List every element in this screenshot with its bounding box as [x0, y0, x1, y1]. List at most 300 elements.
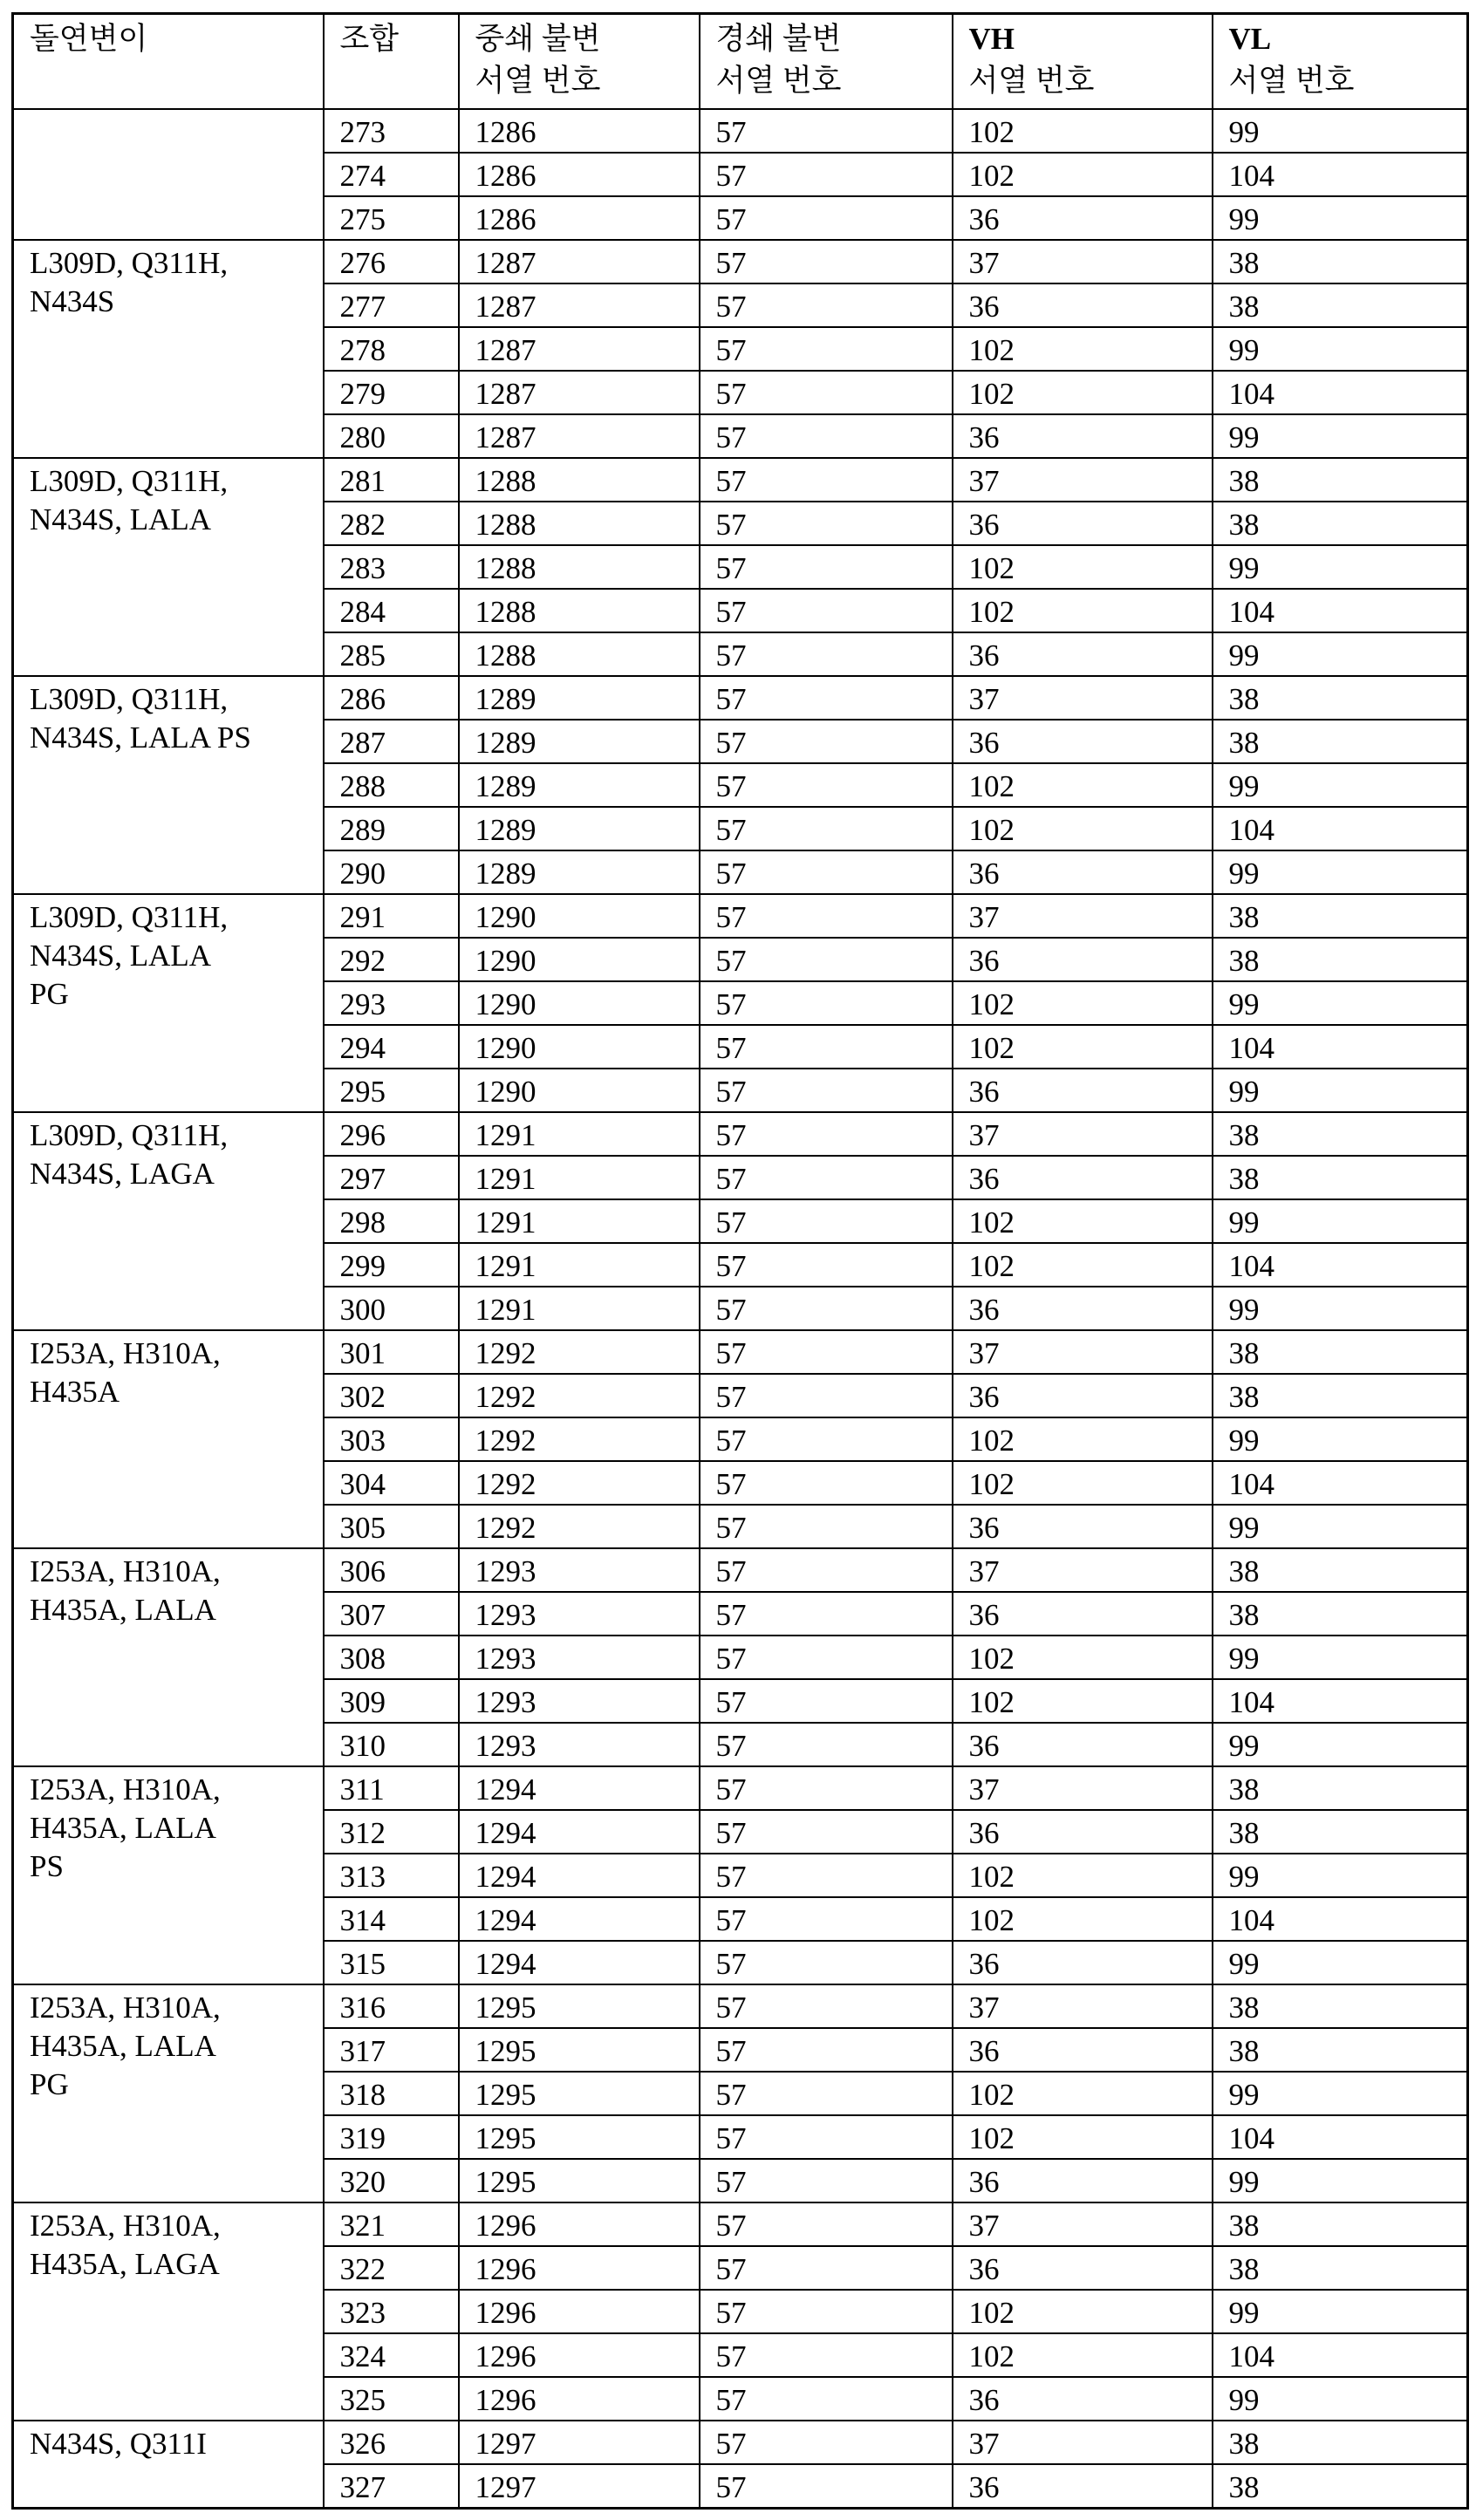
- vh-cell: 36: [953, 2159, 1213, 2202]
- heavy-chain-cell: 1294: [459, 1941, 700, 1984]
- heavy-chain-cell: 1286: [459, 196, 700, 240]
- light-chain-cell: 57: [700, 720, 953, 763]
- heavy-chain-cell: 1290: [459, 1025, 700, 1069]
- light-chain-cell: 57: [700, 589, 953, 632]
- vh-cell: 36: [953, 2028, 1213, 2072]
- combination-cell: 315: [324, 1941, 459, 1984]
- combination-cell: 285: [324, 632, 459, 676]
- vl-cell: 38: [1213, 1548, 1468, 1592]
- combination-cell: 281: [324, 458, 459, 502]
- header-light-chain-constant-seq-id: 경쇄 불변 서열 번호: [700, 14, 953, 110]
- vh-cell: 36: [953, 283, 1213, 327]
- light-chain-cell: 57: [700, 2464, 953, 2509]
- vl-cell: 38: [1213, 1766, 1468, 1810]
- table-row: [13, 458, 1468, 502]
- vl-cell: 38: [1213, 1374, 1468, 1417]
- light-chain-cell: 57: [700, 981, 953, 1025]
- combination-cell: 284: [324, 589, 459, 632]
- combination-cell: 280: [324, 414, 459, 458]
- heavy-chain-cell: 1287: [459, 414, 700, 458]
- light-chain-cell: 57: [700, 2202, 953, 2246]
- light-chain-cell: 57: [700, 1374, 953, 1417]
- mutation-cell: I253A, H310A, H435A, LALA PG: [13, 1984, 324, 2202]
- light-chain-cell: 57: [700, 763, 953, 807]
- vh-cell: 102: [953, 1243, 1213, 1287]
- light-chain-cell: 57: [700, 2377, 953, 2421]
- combination-cell: 316: [324, 1984, 459, 2028]
- combination-cell: 297: [324, 1156, 459, 1199]
- table-body: [13, 109, 1468, 2509]
- light-chain-cell: 57: [700, 1984, 953, 2028]
- heavy-chain-cell: 1291: [459, 1243, 700, 1287]
- vh-cell: 102: [953, 153, 1213, 196]
- vl-cell: 38: [1213, 2202, 1468, 2246]
- combination-cell: 325: [324, 2377, 459, 2421]
- light-chain-cell: 57: [700, 414, 953, 458]
- vl-cell: 99: [1213, 1941, 1468, 1984]
- vl-cell: 99: [1213, 632, 1468, 676]
- vh-cell: 37: [953, 1330, 1213, 1374]
- vh-cell: 102: [953, 2290, 1213, 2333]
- header-mutation: 돌연변이: [13, 14, 324, 110]
- combination-cell: 320: [324, 2159, 459, 2202]
- light-chain-cell: 57: [700, 1069, 953, 1112]
- light-chain-cell: 57: [700, 1548, 953, 1592]
- vl-cell: 104: [1213, 1461, 1468, 1505]
- combination-cell: 307: [324, 1592, 459, 1636]
- header-vl-sub: 서열 번호: [1229, 64, 1355, 98]
- heavy-chain-cell: 1292: [459, 1330, 700, 1374]
- heavy-chain-cell: 1287: [459, 240, 700, 283]
- table-row: [13, 1112, 1468, 1156]
- vh-cell: 36: [953, 720, 1213, 763]
- vh-cell: 36: [953, 632, 1213, 676]
- light-chain-cell: 57: [700, 1766, 953, 1810]
- combination-cell: 282: [324, 502, 459, 545]
- vl-cell: 99: [1213, 414, 1468, 458]
- heavy-chain-cell: 1293: [459, 1723, 700, 1766]
- light-chain-cell: 57: [700, 1854, 953, 1897]
- vl-cell: 38: [1213, 1984, 1468, 2028]
- heavy-chain-cell: 1292: [459, 1417, 700, 1461]
- vh-cell: 36: [953, 1723, 1213, 1766]
- light-chain-cell: 57: [700, 1461, 953, 1505]
- vl-cell: 38: [1213, 2246, 1468, 2290]
- vh-cell: 102: [953, 109, 1213, 153]
- vh-cell: 37: [953, 2202, 1213, 2246]
- heavy-chain-cell: 1295: [459, 2072, 700, 2115]
- mutation-cell: I253A, H310A, H435A: [13, 1330, 324, 1548]
- light-chain-cell: 57: [700, 2290, 953, 2333]
- light-chain-cell: 57: [700, 1417, 953, 1461]
- vh-cell: 102: [953, 2333, 1213, 2377]
- heavy-chain-cell: 1288: [459, 632, 700, 676]
- light-chain-cell: 57: [700, 2115, 953, 2159]
- header-vh-sub: 서열 번호: [969, 64, 1095, 98]
- light-chain-cell: 57: [700, 1199, 953, 1243]
- light-chain-cell: 57: [700, 1941, 953, 1984]
- vh-cell: 37: [953, 458, 1213, 502]
- light-chain-cell: 57: [700, 327, 953, 371]
- vl-cell: 38: [1213, 502, 1468, 545]
- heavy-chain-cell: 1291: [459, 1287, 700, 1330]
- combination-cell: 317: [324, 2028, 459, 2072]
- combination-cell: 311: [324, 1766, 459, 1810]
- vl-cell: 99: [1213, 763, 1468, 807]
- vl-cell: 99: [1213, 1854, 1468, 1897]
- combination-cell: 277: [324, 283, 459, 327]
- heavy-chain-cell: 1289: [459, 763, 700, 807]
- heavy-chain-cell: 1295: [459, 2115, 700, 2159]
- combination-cell: 299: [324, 1243, 459, 1287]
- combination-cell: 312: [324, 1810, 459, 1854]
- light-chain-cell: 57: [700, 545, 953, 589]
- vh-cell: 37: [953, 1984, 1213, 2028]
- vh-cell: 36: [953, 196, 1213, 240]
- table-row: [13, 240, 1468, 283]
- vl-cell: 99: [1213, 2072, 1468, 2115]
- combination-cell: 309: [324, 1679, 459, 1723]
- heavy-chain-cell: 1294: [459, 1854, 700, 1897]
- combination-cell: 313: [324, 1854, 459, 1897]
- vl-cell: 38: [1213, 240, 1468, 283]
- vh-cell: 36: [953, 1156, 1213, 1199]
- light-chain-cell: 57: [700, 1810, 953, 1854]
- header-combination: 조합: [324, 14, 459, 110]
- heavy-chain-cell: 1290: [459, 981, 700, 1025]
- light-chain-cell: 57: [700, 2028, 953, 2072]
- heavy-chain-cell: 1289: [459, 676, 700, 720]
- heavy-chain-cell: 1296: [459, 2202, 700, 2246]
- vh-cell: 102: [953, 981, 1213, 1025]
- combination-cell: 300: [324, 1287, 459, 1330]
- combination-cell: 294: [324, 1025, 459, 1069]
- heavy-chain-cell: 1287: [459, 371, 700, 414]
- light-chain-cell: 57: [700, 1723, 953, 1766]
- vl-cell: 38: [1213, 283, 1468, 327]
- mutation-cell: L309D, Q311H, N434S, LAGA: [13, 1112, 324, 1330]
- vh-cell: 37: [953, 2421, 1213, 2464]
- light-chain-cell: 57: [700, 938, 953, 981]
- vh-cell: 36: [953, 2377, 1213, 2421]
- heavy-chain-cell: 1297: [459, 2464, 700, 2509]
- vh-cell: 102: [953, 2115, 1213, 2159]
- vh-cell: 102: [953, 1897, 1213, 1941]
- vl-cell: 104: [1213, 2333, 1468, 2377]
- heavy-chain-cell: 1291: [459, 1199, 700, 1243]
- header-vl-seq-id: [1213, 14, 1468, 110]
- light-chain-cell: 57: [700, 1679, 953, 1723]
- heavy-chain-cell: 1289: [459, 807, 700, 850]
- heavy-chain-cell: 1286: [459, 153, 700, 196]
- heavy-chain-cell: 1293: [459, 1679, 700, 1723]
- vh-cell: 37: [953, 894, 1213, 938]
- combination-cell: 291: [324, 894, 459, 938]
- vh-cell: 102: [953, 1854, 1213, 1897]
- table-row: [13, 1548, 1468, 1592]
- light-chain-cell: 57: [700, 632, 953, 676]
- heavy-chain-cell: 1296: [459, 2290, 700, 2333]
- heavy-chain-cell: 1289: [459, 850, 700, 894]
- vl-cell: 99: [1213, 1069, 1468, 1112]
- table-row: [13, 676, 1468, 720]
- header-row: [13, 14, 1468, 110]
- heavy-chain-cell: 1291: [459, 1156, 700, 1199]
- header-vh-seq-id: [953, 14, 1213, 110]
- mutation-cell: L309D, Q311H, N434S, LALA PS: [13, 676, 324, 894]
- vl-cell: 104: [1213, 1243, 1468, 1287]
- vh-cell: 36: [953, 1941, 1213, 1984]
- vl-cell: 99: [1213, 850, 1468, 894]
- light-chain-cell: 57: [700, 458, 953, 502]
- vl-cell: 38: [1213, 938, 1468, 981]
- vh-cell: 102: [953, 1679, 1213, 1723]
- vl-cell: 38: [1213, 458, 1468, 502]
- vh-cell: 36: [953, 938, 1213, 981]
- light-chain-cell: 57: [700, 1897, 953, 1941]
- combination-cell: 319: [324, 2115, 459, 2159]
- header-vl-label: VL: [1229, 22, 1272, 56]
- heavy-chain-cell: 1294: [459, 1766, 700, 1810]
- light-chain-cell: 57: [700, 850, 953, 894]
- heavy-chain-cell: 1293: [459, 1548, 700, 1592]
- light-chain-cell: 57: [700, 240, 953, 283]
- combination-cell: 290: [324, 850, 459, 894]
- table-row: [13, 1330, 1468, 1374]
- vl-cell: 104: [1213, 2115, 1468, 2159]
- vl-cell: 104: [1213, 371, 1468, 414]
- vh-cell: 36: [953, 1810, 1213, 1854]
- light-chain-cell: 57: [700, 2159, 953, 2202]
- vh-cell: 102: [953, 371, 1213, 414]
- light-chain-cell: 57: [700, 1112, 953, 1156]
- heavy-chain-cell: 1287: [459, 327, 700, 371]
- heavy-chain-cell: 1292: [459, 1505, 700, 1548]
- vl-cell: 99: [1213, 2290, 1468, 2333]
- table-row: [13, 2202, 1468, 2246]
- vl-cell: 38: [1213, 894, 1468, 938]
- heavy-chain-cell: 1293: [459, 1636, 700, 1679]
- combination-cell: 273: [324, 109, 459, 153]
- vh-cell: 36: [953, 1374, 1213, 1417]
- heavy-chain-cell: 1295: [459, 1984, 700, 2028]
- heavy-chain-cell: 1286: [459, 109, 700, 153]
- heavy-chain-cell: 1288: [459, 458, 700, 502]
- vh-cell: 102: [953, 1636, 1213, 1679]
- combination-cell: 322: [324, 2246, 459, 2290]
- light-chain-cell: 57: [700, 1025, 953, 1069]
- vh-cell: 102: [953, 807, 1213, 850]
- combination-cell: 289: [324, 807, 459, 850]
- vl-cell: 99: [1213, 1636, 1468, 1679]
- heavy-chain-cell: 1296: [459, 2333, 700, 2377]
- vl-cell: 99: [1213, 1199, 1468, 1243]
- mutation-cell: I253A, H310A, H435A, LALA PS: [13, 1766, 324, 1984]
- vl-cell: 99: [1213, 109, 1468, 153]
- combination-cell: 305: [324, 1505, 459, 1548]
- light-chain-cell: 57: [700, 502, 953, 545]
- light-chain-cell: 57: [700, 676, 953, 720]
- vh-cell: 102: [953, 1461, 1213, 1505]
- combination-cell: 276: [324, 240, 459, 283]
- vl-cell: 99: [1213, 196, 1468, 240]
- table-row: [13, 1766, 1468, 1810]
- heavy-chain-cell: 1288: [459, 502, 700, 545]
- vl-cell: 99: [1213, 981, 1468, 1025]
- combination-cell: 310: [324, 1723, 459, 1766]
- vl-cell: 38: [1213, 2421, 1468, 2464]
- combination-cell: 318: [324, 2072, 459, 2115]
- heavy-chain-cell: 1287: [459, 283, 700, 327]
- vh-cell: 36: [953, 850, 1213, 894]
- heavy-chain-cell: 1292: [459, 1461, 700, 1505]
- vh-cell: 102: [953, 327, 1213, 371]
- combination-cell: 296: [324, 1112, 459, 1156]
- vh-cell: 102: [953, 1025, 1213, 1069]
- vl-cell: 104: [1213, 1897, 1468, 1941]
- vh-cell: 37: [953, 676, 1213, 720]
- light-chain-cell: 57: [700, 2421, 953, 2464]
- light-chain-cell: 57: [700, 807, 953, 850]
- vh-cell: 36: [953, 2246, 1213, 2290]
- combination-cell: 298: [324, 1199, 459, 1243]
- combination-cell: 323: [324, 2290, 459, 2333]
- vl-cell: 99: [1213, 327, 1468, 371]
- mutation-cell: L309D, Q311H, N434S, LALA PG: [13, 894, 324, 1112]
- heavy-chain-cell: 1295: [459, 2159, 700, 2202]
- vh-cell: 37: [953, 240, 1213, 283]
- heavy-chain-cell: 1288: [459, 589, 700, 632]
- light-chain-cell: 57: [700, 1156, 953, 1199]
- vh-cell: 36: [953, 414, 1213, 458]
- combination-cell: 303: [324, 1417, 459, 1461]
- combination-cell: 304: [324, 1461, 459, 1505]
- combination-cell: 301: [324, 1330, 459, 1374]
- combination-cell: 279: [324, 371, 459, 414]
- vh-cell: 36: [953, 1592, 1213, 1636]
- light-chain-cell: 57: [700, 1330, 953, 1374]
- heavy-chain-cell: 1294: [459, 1897, 700, 1941]
- vh-cell: 36: [953, 2464, 1213, 2509]
- heavy-chain-cell: 1295: [459, 2028, 700, 2072]
- heavy-chain-cell: 1294: [459, 1810, 700, 1854]
- vl-cell: 38: [1213, 2464, 1468, 2509]
- mutation-cell: I253A, H310A, H435A, LALA: [13, 1548, 324, 1766]
- combination-cell: 292: [324, 938, 459, 981]
- combination-cell: 286: [324, 676, 459, 720]
- vh-cell: 102: [953, 1199, 1213, 1243]
- mutation-cell: L309D, Q311H, N434S, LALA: [13, 458, 324, 676]
- vh-cell: 36: [953, 1287, 1213, 1330]
- heavy-chain-cell: 1296: [459, 2246, 700, 2290]
- combination-cell: 288: [324, 763, 459, 807]
- light-chain-cell: 57: [700, 109, 953, 153]
- heavy-chain-cell: 1290: [459, 1069, 700, 1112]
- combination-cell: 314: [324, 1897, 459, 1941]
- header-vh-label: VH: [969, 22, 1015, 56]
- table-row: [13, 1984, 1468, 2028]
- heavy-chain-cell: 1290: [459, 894, 700, 938]
- vh-cell: 102: [953, 1417, 1213, 1461]
- combination-cell: 326: [324, 2421, 459, 2464]
- mutation-cell: [13, 109, 324, 240]
- vl-cell: 99: [1213, 2159, 1468, 2202]
- vl-cell: 38: [1213, 720, 1468, 763]
- vl-cell: 99: [1213, 1723, 1468, 1766]
- vh-cell: 37: [953, 1548, 1213, 1592]
- table-row: [13, 109, 1468, 153]
- mutation-cell: L309D, Q311H, N434S: [13, 240, 324, 458]
- vh-cell: 36: [953, 1505, 1213, 1548]
- combination-cell: 283: [324, 545, 459, 589]
- combination-cell: 324: [324, 2333, 459, 2377]
- heavy-chain-cell: 1291: [459, 1112, 700, 1156]
- mutation-cell: N434S, Q311I: [13, 2421, 324, 2509]
- combination-cell: 321: [324, 2202, 459, 2246]
- vl-cell: 104: [1213, 1025, 1468, 1069]
- vh-cell: 37: [953, 1766, 1213, 1810]
- vl-cell: 104: [1213, 807, 1468, 850]
- vh-cell: 36: [953, 1069, 1213, 1112]
- combination-cell: 308: [324, 1636, 459, 1679]
- heavy-chain-cell: 1297: [459, 2421, 700, 2464]
- heavy-chain-cell: 1288: [459, 545, 700, 589]
- table-row: [13, 2421, 1468, 2464]
- light-chain-cell: 57: [700, 153, 953, 196]
- vh-cell: 102: [953, 545, 1213, 589]
- combination-cell: 293: [324, 981, 459, 1025]
- vl-cell: 38: [1213, 1330, 1468, 1374]
- sequence-combination-table: [11, 12, 1469, 2510]
- combination-cell: 295: [324, 1069, 459, 1112]
- light-chain-cell: 57: [700, 2333, 953, 2377]
- light-chain-cell: 57: [700, 283, 953, 327]
- vl-cell: 99: [1213, 1417, 1468, 1461]
- light-chain-cell: 57: [700, 1592, 953, 1636]
- vl-cell: 99: [1213, 545, 1468, 589]
- combination-cell: 302: [324, 1374, 459, 1417]
- vl-cell: 99: [1213, 2377, 1468, 2421]
- light-chain-cell: 57: [700, 894, 953, 938]
- header-heavy-chain-constant-seq-id: 중쇄 불변 서열 번호: [459, 14, 700, 110]
- heavy-chain-cell: 1296: [459, 2377, 700, 2421]
- light-chain-cell: 57: [700, 371, 953, 414]
- vl-cell: 104: [1213, 1679, 1468, 1723]
- combination-cell: 275: [324, 196, 459, 240]
- heavy-chain-cell: 1292: [459, 1374, 700, 1417]
- vl-cell: 104: [1213, 153, 1468, 196]
- combination-cell: 278: [324, 327, 459, 371]
- vl-cell: 104: [1213, 589, 1468, 632]
- light-chain-cell: 57: [700, 196, 953, 240]
- combination-cell: 327: [324, 2464, 459, 2509]
- light-chain-cell: 57: [700, 1636, 953, 1679]
- combination-cell: 287: [324, 720, 459, 763]
- light-chain-cell: 57: [700, 1243, 953, 1287]
- light-chain-cell: 57: [700, 1287, 953, 1330]
- heavy-chain-cell: 1293: [459, 1592, 700, 1636]
- light-chain-cell: 57: [700, 1505, 953, 1548]
- vh-cell: 102: [953, 763, 1213, 807]
- vl-cell: 99: [1213, 1287, 1468, 1330]
- vh-cell: 102: [953, 2072, 1213, 2115]
- vh-cell: 36: [953, 502, 1213, 545]
- vl-cell: 99: [1213, 1505, 1468, 1548]
- vl-cell: 38: [1213, 676, 1468, 720]
- vh-cell: 102: [953, 589, 1213, 632]
- vh-cell: 37: [953, 1112, 1213, 1156]
- mutation-cell: I253A, H310A, H435A, LAGA: [13, 2202, 324, 2421]
